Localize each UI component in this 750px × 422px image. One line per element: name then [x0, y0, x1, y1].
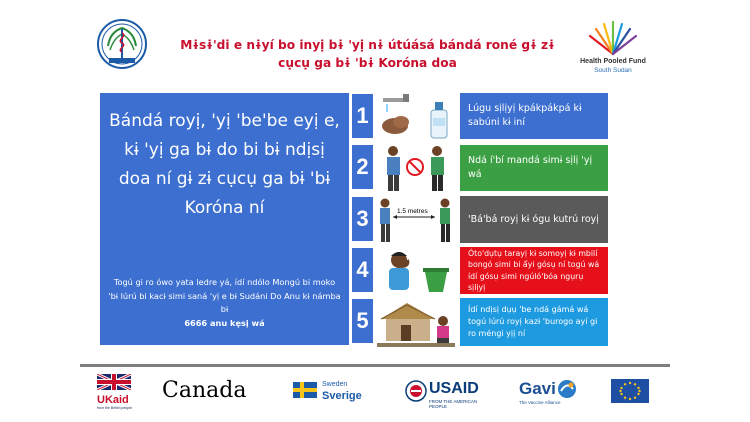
usaid-subtext: FROM THE AMERICAN PEOPLE [429, 399, 478, 409]
hotline-text: Togú gi ro ówo yata ledre yá, ídí ndólo Mongú bi moko 'bɨ lúrú bi kacɨ simi saná 'yị e bɨ Sudáni Do Anu kɨ námba bɨ [108, 277, 341, 314]
eu-flag-icon [611, 379, 649, 403]
page-title [180, 36, 555, 72]
footer-divider [80, 364, 670, 367]
step-number-3: 3 [352, 197, 373, 241]
step-2-label: Ndá í'bí mandá simɨ sịlị 'yị wá [468, 155, 593, 180]
step-5-label: Ídí ndịsị dụụ 'be ndá gámá wá togú lúrú royị kazɨ 'burogo ayí gi ro méngi yịị ní [468, 305, 598, 338]
step-text-4 [460, 247, 608, 294]
sweden-flag-icon [293, 382, 317, 398]
step-number-2: 2 [352, 145, 373, 189]
gavi-text: Gavi [519, 379, 556, 398]
distance-icon [377, 195, 455, 245]
gavi-swirl-icon [557, 379, 577, 399]
distance-label: 1.5 metres [397, 208, 428, 215]
step-number-4: 4 [352, 248, 373, 292]
step-number-5: 5 [352, 299, 373, 343]
canada-text: Canada [162, 378, 247, 403]
hpf-subtitle: South Sudan [594, 67, 632, 74]
union-jack-icon [97, 374, 131, 390]
step-text-3 [460, 196, 608, 243]
step-number-1: 1 [352, 94, 373, 138]
ukaid-subtext: from the British people [97, 406, 133, 410]
hotline-number: 6666 anu kẹsị wá [184, 317, 265, 328]
gavi-logo [519, 374, 591, 408]
handwashing-icon [377, 92, 455, 142]
no-handshake-icon [377, 143, 455, 193]
sunburst-icon [568, 20, 658, 56]
hpf-name: Health Pooled Fund [580, 58, 646, 65]
stay-home-icon [377, 297, 455, 347]
step-4-label: Óto'dụtụ tarayị kɨ somoyị kɨ mbilí bongó simi bi ẩyi gósụ ní togú wá ídí gósụ simi ngúló'bóa ngụrụ sịlịyị [468, 248, 600, 292]
step-3-label: 'Bá'bá royị kɨ ógu kutrú royị [468, 213, 599, 225]
step-text-2 [460, 145, 608, 191]
sverige-text: Sverige [322, 390, 362, 402]
gavi-subtext: The Vaccine Alliance [519, 400, 561, 405]
cover-cough-icon [377, 246, 455, 296]
main-message: Bándá royị, 'yị 'be'be eyị e, kɨ 'yị ga bɨ do bi bɨ ndịsị doa ní gɨ zɨ cụcụ ga bɨ 'bɨ Koróna ní [109, 111, 340, 218]
step-1-label: Lúgu sịlịyị kpákpákpá kɨ sabúni kɨ iní [468, 103, 582, 128]
canada-logo [162, 374, 246, 408]
ukaid-logo [97, 374, 133, 408]
left-message-panel [100, 93, 349, 345]
health-pooled-fund-logo [568, 20, 658, 82]
title-line-2: cụcụ ga bɨ 'bɨ Koróna doa [278, 56, 457, 70]
ministry-of-health-logo [96, 18, 148, 70]
usaid-seal-icon [405, 380, 427, 402]
sweden-small-text: Sweden [322, 381, 348, 388]
usaid-logo [405, 374, 491, 408]
sweden-logo [293, 374, 373, 408]
step-text-1 [460, 93, 608, 139]
step-text-5 [460, 298, 608, 346]
usaid-text: USAID [429, 380, 479, 397]
hotline-message [108, 276, 341, 330]
ukaid-text: UKaid [97, 394, 129, 406]
title-line-1: Mɨsɨ'di e nɨyí bo inyị bɨ 'yị nɨ útúásá bándá roné gɨ zɨ [180, 38, 555, 52]
